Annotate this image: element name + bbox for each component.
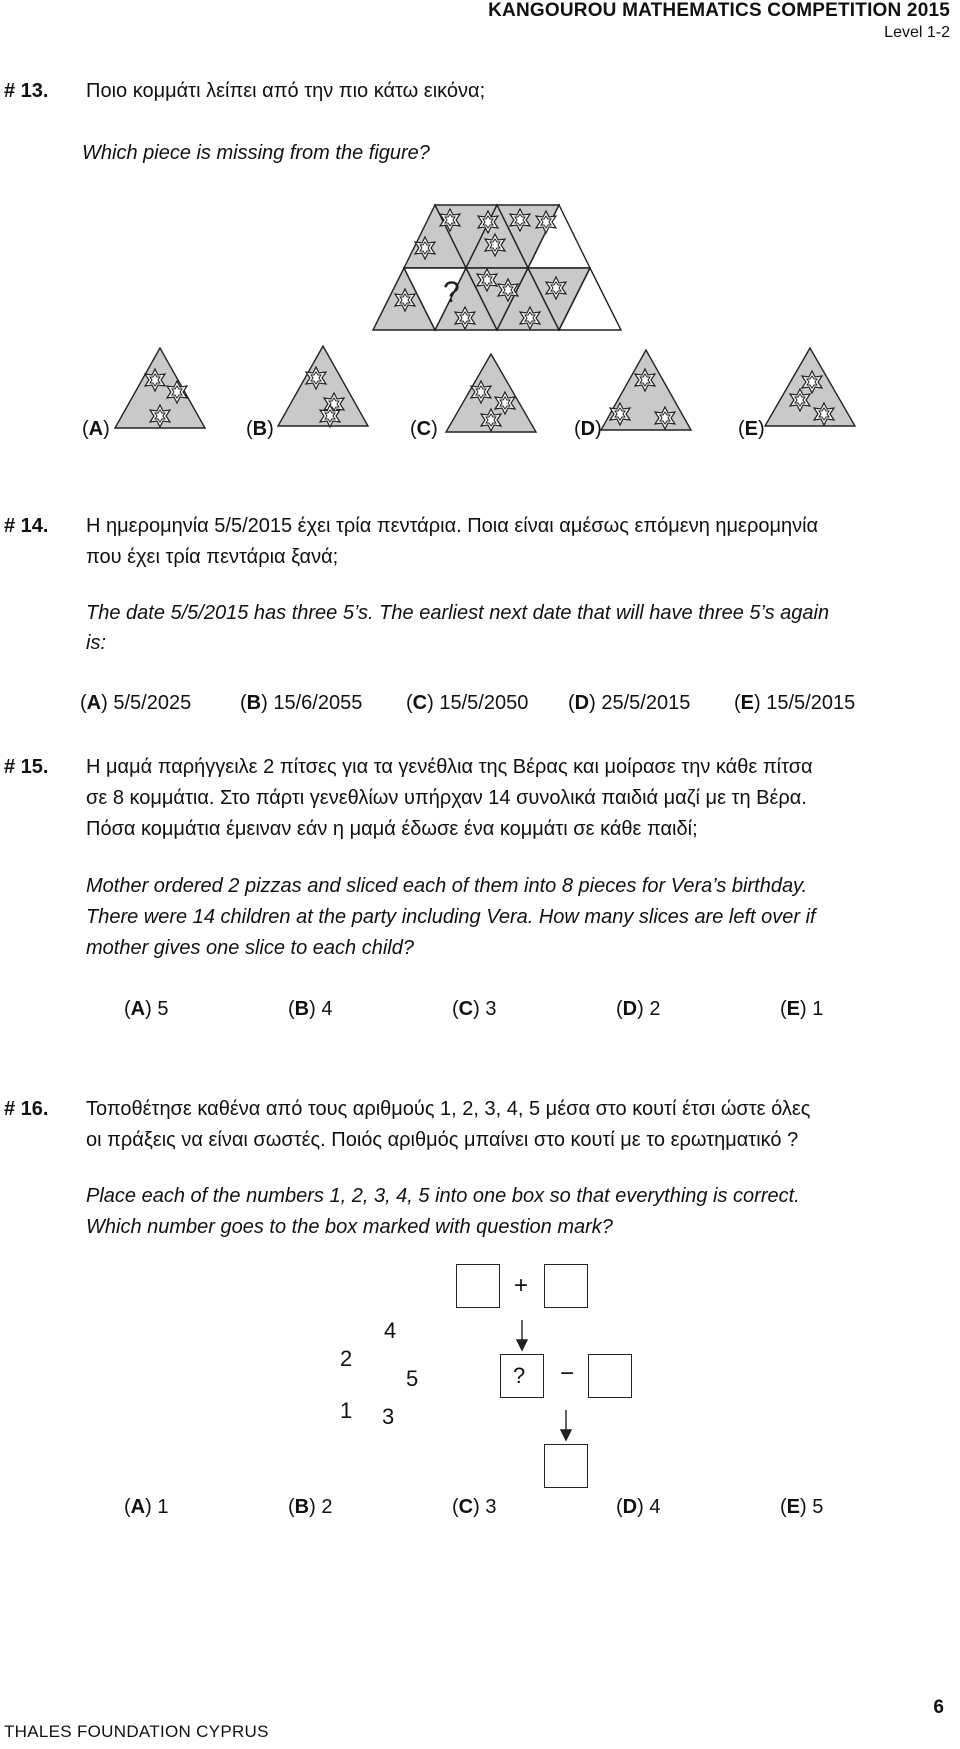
footer-organization: THALES FOUNDATION CYPRUS <box>4 1722 269 1741</box>
q14-option-b-letter: B <box>246 692 262 714</box>
q16-option-c-letter: C <box>458 1496 474 1518</box>
question-14-greek-line1: Η ημερομηνία 5/5/2015 έχει τρία πεντάρια. Ποια είναι αμέσως επόμενη ημερομηνία <box>86 515 819 537</box>
question-15-english-line3: mother gives one slice to each child? <box>86 937 414 959</box>
q14-option-d-text: 25/5/2015 <box>601 692 691 714</box>
q16-option-e-text: 5 <box>812 1496 824 1518</box>
q15-option-b-text: 4 <box>321 998 333 1020</box>
q15-option-a-letter: A <box>130 998 146 1020</box>
q14-option-b[interactable]: (B) 15/6/2055 <box>240 692 363 714</box>
question-15-greek-line1: Η μαμά παρήγγειλε 2 πίτσες για τα γενέθλια της Βέρας και μοίρασε την κάθε πίτσα <box>86 756 813 778</box>
q15-option-a[interactable]: (A) 5 <box>124 998 169 1020</box>
question-16-greek-line2: οι πράξεις να είναι σωστές. Ποιός αριθμός μπαίνει στο κουτί με το ερωτηματικό ? <box>86 1129 799 1151</box>
question-16-number: # 16. <box>4 1098 49 1120</box>
q14-option-e-letter: E <box>740 692 755 714</box>
q16-option-a[interactable]: (A) 1 <box>124 1496 169 1518</box>
q15-option-e-text: 1 <box>812 998 824 1020</box>
q15-option-d-text: 2 <box>649 998 661 1020</box>
q14-option-d[interactable]: (D) 25/5/2015 <box>568 692 691 714</box>
q14-option-e[interactable]: (E) 15/5/2015 <box>734 692 856 714</box>
question-16-english-line2: Which number goes to the box marked with question mark? <box>86 1216 613 1238</box>
question-15-english-line1: Mother ordered 2 pizzas and sliced each of them into 8 pieces for Vera’s birthday. <box>86 875 808 897</box>
q15-option-b-letter: B <box>294 998 310 1020</box>
q16-option-a-text: 1 <box>157 1496 169 1518</box>
q16-option-e[interactable]: (E) 5 <box>780 1496 824 1518</box>
q16-option-c-text: 3 <box>485 1496 497 1518</box>
q14-option-c-letter: C <box>412 692 428 714</box>
q15-option-a-text: 5 <box>157 998 169 1020</box>
question-13-english: Which piece is missing from the figure? <box>82 142 430 164</box>
missing-mark: ? <box>443 276 460 309</box>
q13-option-d[interactable]: (D) <box>574 418 602 440</box>
q13-option-e[interactable]: (E) <box>738 418 765 440</box>
question-14-number: # 14. <box>4 515 49 537</box>
q13-option-d-letter: D <box>580 418 596 440</box>
q13-option-c-letter: C <box>416 418 432 440</box>
q16-option-e-letter: E <box>786 1496 801 1518</box>
q15-option-b[interactable]: (B) 4 <box>288 998 333 1020</box>
q14-option-c-text: 15/5/2050 <box>439 692 529 714</box>
loose-number-5: 5 <box>406 1366 419 1391</box>
q15-option-e-letter: E <box>786 998 801 1020</box>
loose-number-1: 1 <box>340 1398 353 1423</box>
minus-sign: − <box>560 1360 575 1387</box>
q16-option-d-letter: D <box>622 1496 638 1518</box>
q15-option-e[interactable]: (E) 1 <box>780 998 824 1020</box>
q16-option-a-letter: A <box>130 1496 146 1518</box>
q14-option-b-text: 15/6/2055 <box>273 692 363 714</box>
q16-option-b-letter: B <box>294 1496 310 1518</box>
q15-option-c-text: 3 <box>485 998 497 1020</box>
q14-option-a-letter: A <box>86 692 102 714</box>
question-15-greek-line2: σε 8 κομμάτια. Στο πάρτι γενεθλίων υπήρχαν 14 συνολικά παιδιά μαζί με τη Βέρα. <box>86 787 807 809</box>
q14-option-c[interactable]: (C) 15/5/2050 <box>406 692 529 714</box>
question-mark: ? <box>513 1363 526 1388</box>
competition-title: KANGOUROU MATHEMATICS COMPETITION 2015 <box>488 0 950 21</box>
loose-number-4: 4 <box>384 1318 397 1343</box>
q15-option-d[interactable]: (D) 2 <box>616 998 661 1020</box>
q14-option-a-text: 5/5/2025 <box>113 692 192 714</box>
question-15-number: # 15. <box>4 756 49 778</box>
q13-option-a-letter: A <box>88 418 104 440</box>
question-13-greek: Ποιο κομμάτι λείπει από την πιο κάτω εικόνα; <box>86 80 486 102</box>
question-16-greek-line1: Τοποθέτησε καθένα από τους αριθμούς 1, 2, 3, 4, 5 μέσα στο κουτί έτσι ώστε όλες <box>86 1098 811 1120</box>
q16-option-b-text: 2 <box>321 1496 333 1518</box>
q14-option-a[interactable]: (A) 5/5/2025 <box>80 692 192 714</box>
loose-number-2: 2 <box>340 1346 353 1371</box>
question-14-greek-line2: που έχει τρία πεντάρια ξανά; <box>86 546 339 568</box>
q15-option-c-letter: C <box>458 998 474 1020</box>
q13-option-a[interactable]: (A) <box>82 418 110 440</box>
question-16-english-line1: Place each of the numbers 1, 2, 3, 4, 5 into one box so that everything is correct. <box>86 1185 800 1207</box>
level-label: Level 1-2 <box>884 24 950 41</box>
page-number: 6 <box>933 1697 944 1718</box>
q13-option-e-letter: E <box>744 418 759 440</box>
q16-option-b[interactable]: (B) 2 <box>288 1496 333 1518</box>
question-15-greek-line3: Πόσα κομμάτια έμειναν εάν η μαμά έδωσε ένα κομμάτι σε κάθε παιδί; <box>86 818 698 840</box>
q16-option-c[interactable]: (C) 3 <box>452 1496 497 1518</box>
q15-option-d-letter: D <box>622 998 638 1020</box>
q13-option-c[interactable]: (C) <box>410 418 438 440</box>
q14-option-d-letter: D <box>574 692 590 714</box>
question-15-english-line2: There were 14 children at the party including Vera. How many slices are left over if <box>86 906 816 928</box>
loose-number-3: 3 <box>382 1404 395 1429</box>
plus-sign: + <box>514 1272 529 1299</box>
q16-option-d-text: 4 <box>649 1496 661 1518</box>
q14-option-e-text: 15/5/2015 <box>766 692 856 714</box>
question-14-english-line1: The date 5/5/2015 has three 5’s. The earliest next date that will have three 5’s again <box>86 602 830 624</box>
question-13-number: # 13. <box>4 80 49 102</box>
question-14-english-line2: is: <box>86 632 106 654</box>
q13-option-b[interactable]: (B) <box>246 418 274 440</box>
q13-option-b-letter: B <box>252 418 268 440</box>
q15-option-c[interactable]: (C) 3 <box>452 998 497 1020</box>
q16-option-d[interactable]: (D) 4 <box>616 1496 661 1518</box>
